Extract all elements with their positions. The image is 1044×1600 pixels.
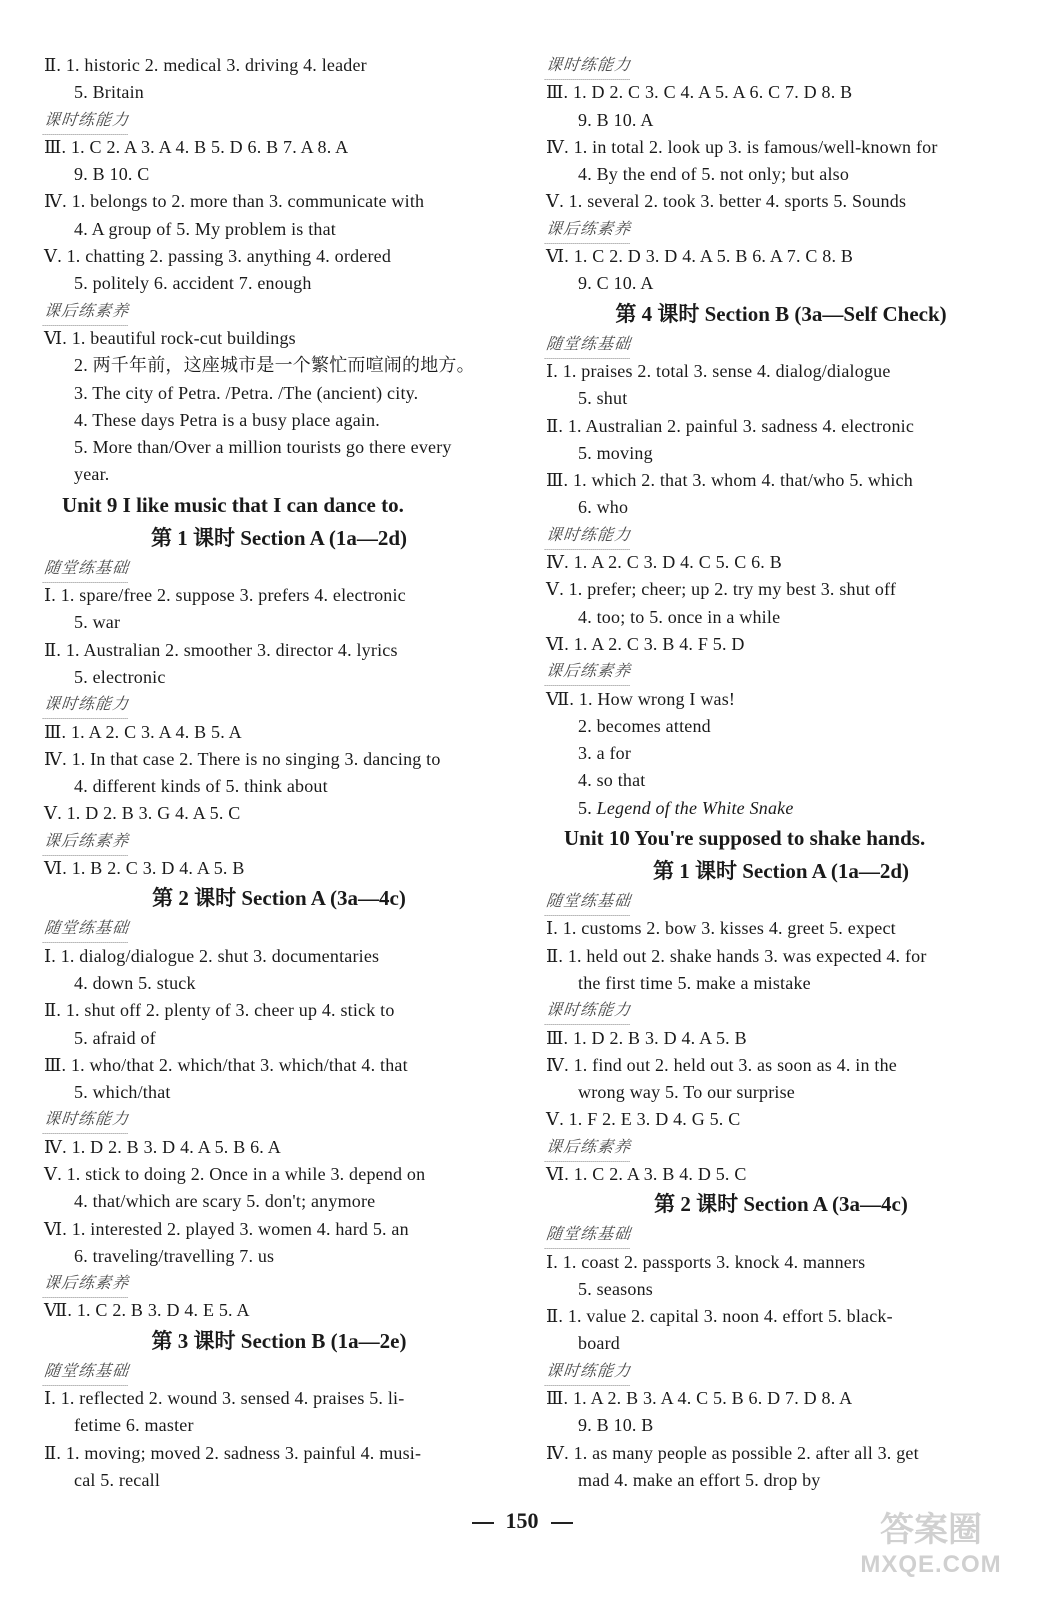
answer-line: 5. which/that — [74, 1082, 171, 1103]
answer-line: Ⅲ. 1. D 2. B 3. D 4. A 5. B — [546, 1027, 747, 1048]
answer-line: Ⅳ. 1. as many people as possible 2. after all 3. get — [546, 1442, 919, 1463]
answer-italic: Legend of the White Snake — [596, 797, 794, 818]
section-tag — [546, 216, 1016, 243]
answer-line: Ⅱ. 1. held out 2. shake hands 3. was expected 4. for — [546, 945, 927, 966]
section-tag-label: 随堂练基础 — [545, 1221, 633, 1249]
answer-line: Ⅳ. 1. A 2. C 3. D 4. C 5. C 6. B — [546, 552, 782, 573]
answer-line: Ⅴ. 1. several 2. took 3. better 4. sports 5. Sounds — [546, 191, 907, 212]
answer-line: Ⅲ. 1. A 2. C 3. A 4. B 5. A — [44, 721, 242, 742]
answer-line: Ⅳ. 1. find out 2. held out 3. as soon as 4. in the — [546, 1054, 897, 1075]
answer-line: board — [578, 1333, 620, 1354]
answer-line: 2. 两千年前，这座城市是一个繁忙而喧闹的地方。 — [74, 355, 475, 376]
answer-line: 4. different kinds of 5. think about — [74, 776, 328, 797]
page-number-text: 150 — [505, 1508, 539, 1533]
answer-line: Ⅱ. 1. shut off 2. plenty of 3. cheer up 4. stick to — [44, 1000, 395, 1021]
answer-line: Ⅰ. 1. praises 2. total 3. sense 4. dialog/dialogue — [546, 360, 891, 381]
section-tag — [546, 522, 1016, 549]
section-tag-label: 课后练素养 — [545, 658, 633, 686]
section-tag-label: 课后练素养 — [545, 1134, 633, 1162]
answer-line: 4. down 5. stuck — [74, 972, 196, 993]
answer-line: the first time 5. make a mistake — [578, 972, 811, 993]
watermark-url: MXQE.COM — [860, 1551, 1002, 1578]
answer-line: 4. These days Petra is a busy place again. — [74, 409, 380, 430]
unit-heading: Unit 10 You're supposed to shake hands. — [564, 826, 926, 851]
dash-right — [551, 1522, 573, 1524]
answer-line: mad 4. make an effort 5. drop by — [578, 1469, 821, 1490]
section-tag — [546, 888, 1016, 915]
watermark — [836, 1510, 1026, 1590]
answer-line: Ⅵ. 1. C 2. A 3. B 4. D 5. C — [546, 1163, 747, 1184]
lesson-heading: 第 2 课时 Section A (3a—4c) — [654, 1192, 908, 1217]
answer-line: 5. politely 6. accident 7. enough — [74, 273, 312, 294]
answer-line: fetime 6. master — [74, 1415, 194, 1436]
answer-line: 9. C 10. A — [578, 273, 654, 294]
answer-line: 4. By the end of 5. not only; but also — [578, 164, 850, 185]
answer-line: Ⅵ. 1. C 2. D 3. D 4. A 5. B 6. A 7. C 8. B — [546, 246, 854, 267]
section-tag-label: 课时练能力 — [43, 691, 131, 719]
section-tag-label: 课后练素养 — [43, 828, 131, 856]
answer-line: wrong way 5. To our surprise — [578, 1082, 795, 1103]
answer-line: 4. A group of 5. My problem is that — [74, 218, 336, 239]
answer-line: Ⅵ. 1. beautiful rock-cut buildings — [44, 327, 296, 348]
answer-line: Ⅳ. 1. in total 2. look up 3. is famous/well-known for — [546, 136, 938, 157]
section-tag-label: 课时练能力 — [545, 52, 633, 80]
dash-left — [472, 1522, 494, 1524]
section-tag — [44, 555, 514, 582]
answer-line: Ⅴ. 1. prefer; cheer; up 2. try my best 3. shut off — [546, 579, 897, 600]
answer-line: 5. afraid of — [74, 1027, 156, 1048]
answer-line: 4. so that — [578, 770, 646, 791]
section-tag — [546, 1221, 1016, 1248]
section-tag — [44, 107, 514, 134]
left-column — [44, 52, 514, 1494]
answer-line: Ⅰ. 1. reflected 2. wound 3. sensed 4. praises 5. li- — [44, 1388, 405, 1409]
answer-line: 3. The city of Petra. /Petra. /The (ancient) city. — [74, 382, 419, 403]
answer-line: Ⅲ. 1. who/that 2. which/that 3. which/that 4. that — [44, 1054, 408, 1075]
answer-line: Ⅱ. 1. Australian 2. smoother 3. director 4. lyrics — [44, 639, 398, 660]
answer-line: 5. Britain — [74, 82, 144, 103]
answer-line: Ⅱ. 1. historic 2. medical 3. driving 4. leader — [44, 55, 367, 75]
section-tag — [546, 52, 1016, 79]
section-tag — [546, 1134, 1016, 1161]
section-tag — [44, 915, 514, 942]
answer-line: Ⅱ. 1. moving; moved 2. sadness 3. painful 4. musi- — [44, 1442, 422, 1463]
section-tag — [546, 997, 1016, 1024]
lesson-heading: 第 1 课时 Section A (1a—2d) — [652, 859, 910, 884]
answer-number: 5. — [578, 797, 597, 818]
answer-line: Ⅰ. 1. customs 2. bow 3. kisses 4. greet 5. expect — [546, 918, 896, 939]
watermark-cn: 答案圈 — [880, 1510, 982, 1550]
answer-line: 3. a for — [578, 743, 632, 764]
section-tag-label: 课后练素养 — [43, 1270, 131, 1298]
answer-line: Ⅶ. 1. C 2. B 3. D 4. E 5. A — [44, 1300, 250, 1321]
answer-line: 9. B 10. C — [74, 164, 150, 185]
section-tag — [546, 658, 1016, 685]
section-tag-label: 课时练能力 — [545, 522, 633, 550]
lesson-heading: 第 1 课时 Section A (1a—2d) — [150, 525, 408, 550]
answer-line: 5. shut — [578, 388, 628, 409]
section-tag-label: 课时练能力 — [545, 1358, 633, 1386]
answer-line: Ⅲ. 1. D 2. C 3. C 4. A 5. A 6. C 7. D 8. B — [546, 82, 853, 103]
answer-line: Ⅰ. 1. dialog/dialogue 2. shut 3. documentaries — [44, 945, 380, 966]
section-tag-label: 课时练能力 — [43, 1106, 131, 1134]
section-tag-label: 随堂练基础 — [545, 888, 633, 916]
answer-line: Ⅳ. 1. D 2. B 3. D 4. A 5. B 6. A — [44, 1136, 281, 1157]
answer-line: Ⅰ. 1. coast 2. passports 3. knock 4. manners — [546, 1251, 866, 1272]
answer-line: Ⅰ. 1. spare/free 2. suppose 3. prefers 4. electronic — [44, 585, 406, 606]
answer-line: year. — [74, 464, 110, 485]
section-tag — [546, 331, 1016, 358]
unit-heading: Unit 9 I like music that I can dance to. — [62, 492, 404, 517]
answer-line: 5. moving — [578, 442, 653, 463]
answer-line: 4. too; to 5. once in a while — [578, 606, 781, 627]
section-tag-label: 随堂练基础 — [43, 555, 131, 583]
answer-line: Ⅴ. 1. chatting 2. passing 3. anything 4. ordered — [44, 246, 392, 267]
answer-line: Ⅵ. 1. A 2. C 3. B 4. F 5. D — [546, 633, 745, 654]
section-tag — [44, 1270, 514, 1297]
right-column — [546, 52, 1016, 1494]
answer-line: Ⅴ. 1. D 2. B 3. G 4. A 5. C — [44, 803, 241, 824]
answer-line: 5. seasons — [578, 1278, 653, 1299]
section-tag-label: 课后练素养 — [545, 216, 633, 244]
section-tag — [44, 828, 514, 855]
section-tag — [44, 298, 514, 325]
answer-line: 9. B 10. B — [578, 1415, 654, 1436]
answer-line: Ⅵ. 1. B 2. C 3. D 4. A 5. B — [44, 858, 245, 879]
answer-line: Ⅱ. 1. Australian 2. painful 3. sadness 4. electronic — [546, 415, 915, 436]
section-tag-label: 课时练能力 — [43, 107, 131, 135]
answer-line: 4. that/which are scary 5. don't; anymore — [74, 1191, 376, 1212]
answer-line: 5. electronic — [74, 666, 166, 687]
answer-line: Ⅲ. 1. A 2. B 3. A 4. C 5. B 6. D 7. D 8. A — [546, 1388, 853, 1409]
lesson-heading: 第 3 课时 Section B (1a—2e) — [151, 1328, 407, 1353]
answer-line: 9. B 10. A — [578, 109, 654, 130]
answer-line: Ⅳ. 1. belongs to 2. more than 3. communicate with — [44, 191, 425, 212]
answer-line: Ⅲ. 1. which 2. that 3. whom 4. that/who 5. which — [546, 470, 913, 491]
answer-line: 5. More than/Over a million tourists go there every — [74, 437, 452, 458]
section-tag-label: 随堂练基础 — [43, 1358, 131, 1386]
answer-line: Ⅵ. 1. interested 2. played 3. women 4. hard 5. an — [44, 1218, 409, 1239]
section-tag — [44, 1106, 514, 1133]
answer-line — [546, 795, 1016, 822]
answer-line: Ⅶ. 1. How wrong I was! — [546, 688, 736, 709]
answer-line: Ⅲ. 1. C 2. A 3. A 4. B 5. D 6. B 7. A 8. A — [44, 136, 349, 157]
answer-line: 5. war — [74, 612, 121, 633]
section-tag-label: 随堂练基础 — [43, 915, 131, 943]
section-tag-label: 课后练素养 — [43, 298, 131, 326]
section-tag — [44, 691, 514, 718]
answer-line: 6. traveling/travelling 7. us — [74, 1245, 275, 1266]
lesson-heading: 第 4 课时 Section B (3a—Self Check) — [615, 301, 947, 326]
answer-line: 6. who — [578, 497, 629, 518]
section-tag — [546, 1358, 1016, 1385]
answer-line: cal 5. recall — [74, 1469, 161, 1490]
answer-line: 2. becomes attend — [578, 715, 711, 736]
answer-line: Ⅴ. 1. F 2. E 3. D 4. G 5. C — [546, 1109, 741, 1130]
section-tag — [44, 1358, 514, 1385]
section-tag-label: 随堂练基础 — [545, 331, 633, 359]
lesson-heading: 第 2 课时 Section A (3a—4c) — [152, 886, 406, 911]
answer-line: Ⅳ. 1. In that case 2. There is no singing 3. dancing to — [44, 748, 441, 769]
answer-line: Ⅱ. 1. value 2. capital 3. noon 4. effort 5. black- — [546, 1306, 893, 1327]
section-tag-label: 课时练能力 — [545, 997, 633, 1025]
answer-line: Ⅴ. 1. stick to doing 2. Once in a while 3. depend on — [44, 1163, 426, 1184]
